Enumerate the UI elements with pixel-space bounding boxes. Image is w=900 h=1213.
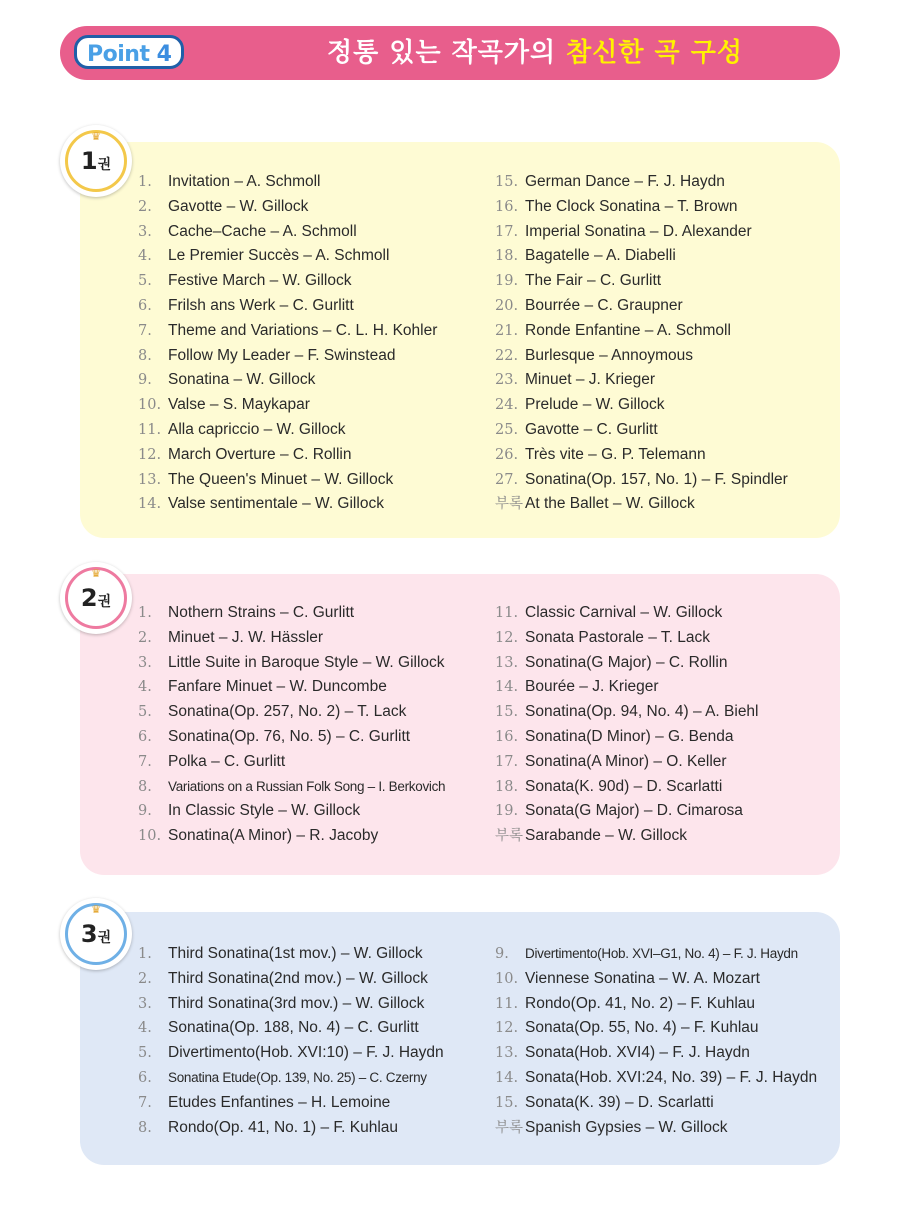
list-item — [138, 244, 437, 269]
item-number: 20. — [495, 297, 519, 314]
item-title: Third Sonatina(1st mov.) – W. Gillock — [168, 945, 423, 962]
list-item — [495, 967, 817, 992]
list-item — [138, 750, 445, 775]
item-title: Follow My Leader – F. Swinstead — [168, 346, 396, 364]
list-item — [495, 1091, 817, 1116]
point-badge — [74, 35, 184, 69]
list-item — [495, 195, 788, 220]
item-title: Valse – S. Maykapar — [168, 396, 310, 414]
item-number: 13. — [495, 654, 519, 671]
item-title: Classic Carnival – W. Gillock — [525, 604, 723, 621]
volume-1-label: 1권 — [80, 147, 112, 175]
item-title: Prelude – W. Gillock — [525, 396, 665, 414]
item-title: Très vite – G. P. Telemann — [525, 445, 706, 463]
item-title: Sonatina(Op. 157, No. 1) – F. Spindler — [525, 470, 788, 488]
item-number: 17. — [495, 223, 519, 240]
list-item — [495, 294, 788, 319]
item-number: 부록 — [495, 828, 524, 845]
item-title: Sarabande – W. Gillock — [525, 827, 687, 845]
volume-1-list-left — [138, 170, 437, 517]
item-number: 16. — [495, 198, 519, 215]
list-item — [495, 992, 817, 1017]
volume-2-label: 2권 — [80, 584, 112, 612]
title-main: 정통 있는 작곡가의 — [327, 38, 567, 68]
item-title: Etudes Enfantines – H. Lemoine — [168, 1093, 391, 1111]
list-item — [495, 170, 788, 195]
item-number: 3. — [138, 223, 152, 240]
item-title: Burlesque – Annoymous — [525, 346, 694, 364]
item-number: 8. — [138, 347, 152, 364]
item-number: 6. — [138, 1069, 152, 1086]
item-number: 16. — [495, 728, 519, 745]
item-title: Sonata(K. 90d) – D. Scarlatti — [525, 777, 723, 795]
list-item — [138, 418, 437, 443]
item-title: Sonatina – W. Gillock — [168, 371, 316, 389]
list-item — [138, 344, 437, 369]
item-number: 7. — [138, 322, 152, 339]
item-title: Rondo(Op. 41, No. 2) – F. Kuhlau — [525, 994, 756, 1012]
list-item — [495, 675, 759, 700]
list-item — [495, 393, 788, 418]
list-item — [495, 651, 759, 676]
item-number: 17. — [495, 753, 519, 770]
list-item — [495, 1066, 817, 1091]
item-title: Bourée – J. Krieger — [525, 678, 659, 696]
item-number: 12. — [495, 629, 519, 646]
list-item — [138, 799, 445, 824]
list-item — [138, 443, 437, 468]
item-title: Sonata(Hob. XVI:24, No. 39) – F. J. Haydn — [525, 1068, 818, 1086]
list-item — [495, 824, 759, 849]
item-number: 7. — [138, 753, 152, 770]
item-number: 3. — [138, 995, 152, 1012]
item-title: Fanfare Minuet – W. Duncombe — [168, 678, 387, 696]
item-number: 2. — [138, 970, 152, 987]
list-item — [495, 269, 788, 294]
list-item — [138, 992, 444, 1017]
list-item — [495, 220, 788, 245]
item-title: Sonata(K. 39) – D. Scarlatti — [525, 1093, 714, 1111]
item-title: Rondo(Op. 41, No. 1) – F. Kuhlau — [168, 1118, 399, 1136]
item-title: Ronde Enfantine – A. Schmoll — [525, 321, 731, 339]
list-item — [138, 468, 437, 493]
list-item — [138, 269, 437, 294]
crown-icon: ♛ — [91, 903, 101, 916]
item-title: Bourrée – C. Graupner — [525, 296, 683, 314]
item-number: 2. — [138, 629, 152, 646]
item-number: 10. — [495, 970, 519, 987]
volume-2-list-left — [138, 601, 445, 849]
item-title: Minuet – J. W. Hässler — [168, 628, 324, 646]
item-title: Sonatina(Op. 76, No. 5) – C. Gurlitt — [168, 727, 411, 745]
crown-icon: ♛ — [91, 567, 101, 580]
list-item — [138, 824, 445, 849]
list-item — [138, 1066, 444, 1091]
item-number: 12. — [495, 1020, 519, 1037]
item-title: Divertimento(Hob. XVI:10) – F. J. Haydn — [168, 1044, 444, 1062]
item-number: 13. — [138, 471, 162, 488]
volume-3-badge — [60, 898, 132, 970]
item-title: Viennese Sonatina – W. A. Mozart — [525, 969, 760, 987]
item-number: 1. — [138, 946, 152, 962]
list-item — [138, 195, 437, 220]
item-title: The Clock Sonatina – T. Brown — [525, 197, 738, 215]
item-number: 18. — [495, 248, 519, 265]
list-item — [138, 967, 444, 992]
item-number: 15. — [495, 1094, 519, 1111]
item-title: Invitation – A. Schmoll — [168, 173, 321, 190]
list-item — [138, 319, 437, 344]
item-title: Theme and Variations – C. L. H. Kohler — [168, 321, 438, 339]
item-title: Gavotte – C. Gurlitt — [525, 420, 658, 438]
item-title: Minuet – J. Krieger — [525, 371, 656, 389]
list-item — [495, 319, 788, 344]
item-title: Sonata(Hob. XVI4) – F. J. Haydn — [525, 1044, 750, 1062]
volume-3-list-left — [138, 942, 444, 1140]
item-title: Alla capriccio – W. Gillock — [168, 420, 346, 438]
point-badge-word: Point — [87, 42, 150, 67]
item-number: 10. — [138, 828, 162, 845]
item-number: 12. — [138, 446, 162, 463]
volume-3-label: 3권 — [80, 920, 112, 948]
item-number: 25. — [495, 421, 519, 438]
title-highlight: 참신한 곡 구성 — [566, 38, 743, 68]
item-number: 19. — [495, 803, 519, 820]
list-item — [495, 418, 788, 443]
item-number: 26. — [495, 446, 519, 463]
item-title: Gavotte – W. Gillock — [168, 197, 309, 215]
item-number: 15. — [495, 174, 519, 190]
item-number: 18. — [495, 778, 519, 795]
list-item — [495, 775, 759, 800]
item-number: 19. — [495, 273, 519, 290]
item-number: 5. — [138, 273, 152, 290]
item-title: Sonatina(Op. 188, No. 4) – C. Gurlitt — [168, 1019, 419, 1037]
volume-2-list-right — [495, 601, 759, 849]
item-number: 9. — [138, 372, 152, 389]
list-item — [138, 294, 437, 319]
item-title: Cache–Cache – A. Schmoll — [168, 222, 357, 240]
list-item — [495, 799, 759, 824]
list-item — [138, 651, 445, 676]
list-item — [138, 942, 444, 967]
item-title: Imperial Sonatina – D. Alexander — [525, 222, 752, 240]
list-item — [495, 1041, 817, 1066]
item-number: 13. — [495, 1045, 519, 1062]
list-item — [138, 1116, 444, 1141]
list-item — [495, 1016, 817, 1041]
item-number: 10. — [138, 397, 162, 414]
item-number: 9. — [495, 946, 509, 962]
item-title: Polka – C. Gurlitt — [168, 752, 286, 770]
item-number: 4. — [138, 248, 152, 265]
list-item — [495, 725, 759, 750]
item-number: 3. — [138, 654, 152, 671]
item-number: 6. — [138, 297, 152, 314]
item-title: Variations on a Russian Folk Song – I. Berkovich — [168, 778, 446, 794]
list-item — [138, 700, 445, 725]
header-banner — [60, 26, 840, 80]
item-title: Sonatina(Op. 94, No. 4) – A. Biehl — [525, 703, 759, 721]
item-title: Sonatina(A Minor) – R. Jacoby — [168, 827, 379, 845]
list-item — [495, 244, 788, 269]
item-number: 14. — [495, 679, 519, 696]
list-item — [138, 725, 445, 750]
item-title: Sonatina(D Minor) – G. Benda — [525, 727, 734, 745]
item-number: 14. — [495, 1069, 519, 1086]
item-number: 5. — [138, 704, 152, 721]
item-title: Festive March – W. Gillock — [168, 272, 352, 290]
item-number: 24. — [495, 397, 519, 414]
item-number: 11. — [495, 995, 519, 1012]
item-title: March Overture – C. Rollin — [168, 445, 352, 463]
item-number: 1. — [138, 174, 152, 190]
item-title: The Fair – C. Gurlitt — [525, 272, 662, 290]
item-number: 11. — [495, 605, 519, 621]
volume-1-list-right — [495, 170, 788, 517]
item-number: 9. — [138, 803, 152, 820]
crown-icon: ♛ — [91, 130, 101, 143]
item-title: Third Sonatina(3rd mov.) – W. Gillock — [168, 994, 425, 1012]
item-number: 4. — [138, 1020, 152, 1037]
item-title: Sonatina(G Major) – C. Rollin — [525, 653, 728, 671]
item-number: 6. — [138, 728, 152, 745]
item-title: Divertimento(Hob. XVI–G1, No. 4) – F. J. Haydn — [525, 946, 798, 961]
volume-2-badge — [60, 562, 132, 634]
list-item — [495, 468, 788, 493]
point-badge-number: 4 — [156, 42, 172, 67]
item-number: 11. — [138, 421, 162, 438]
item-title: Sonatina(A Minor) – O. Keller — [525, 752, 727, 770]
volume-3-list-right — [495, 942, 817, 1140]
list-item — [138, 393, 437, 418]
list-item — [495, 700, 759, 725]
item-title: Frilsh ans Werk – C. Gurlitt — [168, 296, 354, 314]
list-item — [495, 942, 817, 967]
item-number: 부록 — [495, 496, 524, 513]
item-number: 5. — [138, 1045, 152, 1062]
item-number: 부록 — [495, 1119, 524, 1136]
item-title: Little Suite in Baroque Style – W. Gillock — [168, 653, 445, 671]
list-item — [138, 601, 445, 626]
list-item — [495, 750, 759, 775]
item-number: 8. — [138, 778, 152, 795]
list-item — [138, 368, 437, 393]
item-number: 27. — [495, 471, 519, 488]
list-item — [138, 626, 445, 651]
item-number: 14. — [138, 496, 162, 513]
list-item — [138, 1041, 444, 1066]
list-item — [138, 1016, 444, 1041]
item-title: Sonatina Etude(Op. 139, No. 25) – C. Czerny — [168, 1069, 427, 1085]
item-title: Bagatelle – A. Diabelli — [525, 247, 676, 265]
list-item — [495, 601, 759, 626]
item-number: 8. — [138, 1119, 152, 1136]
list-item — [495, 492, 788, 517]
item-title: Sonata(Op. 55, No. 4) – F. Kuhlau — [525, 1019, 759, 1037]
item-number: 4. — [138, 679, 152, 696]
item-title: Valse sentimentale – W. Gillock — [168, 495, 384, 513]
item-title: Nothern Strains – C. Gurlitt — [168, 604, 355, 621]
item-title: Spanish Gypsies – W. Gillock — [525, 1118, 728, 1136]
page-title — [250, 26, 820, 80]
item-number: 22. — [495, 347, 519, 364]
list-item — [138, 220, 437, 245]
item-number: 1. — [138, 605, 152, 621]
item-number: 21. — [495, 322, 519, 339]
item-title: Sonata Pastorale – T. Lack — [525, 628, 710, 646]
item-title: Le Premier Succès – A. Schmoll — [168, 247, 390, 265]
item-title: The Queen's Minuet – W. Gillock — [168, 470, 394, 488]
list-item — [495, 626, 759, 651]
list-item — [495, 344, 788, 369]
volume-1-badge — [60, 125, 132, 197]
item-number: 7. — [138, 1094, 152, 1111]
item-title: German Dance – F. J. Haydn — [525, 173, 725, 190]
list-item — [138, 170, 437, 195]
list-item — [138, 1091, 444, 1116]
item-title: Sonata(G Major) – D. Cimarosa — [525, 802, 743, 820]
list-item — [138, 492, 437, 517]
list-item — [138, 775, 445, 800]
item-number: 23. — [495, 372, 519, 389]
item-title: Sonatina(Op. 257, No. 2) – T. Lack — [168, 703, 407, 721]
item-number: 15. — [495, 704, 519, 721]
item-title: Third Sonatina(2nd mov.) – W. Gillock — [168, 969, 428, 987]
list-item — [495, 443, 788, 468]
item-number: 2. — [138, 198, 152, 215]
item-title: In Classic Style – W. Gillock — [168, 802, 361, 820]
item-title: At the Ballet – W. Gillock — [525, 495, 695, 513]
list-item — [495, 368, 788, 393]
list-item — [495, 1116, 817, 1141]
list-item — [138, 675, 445, 700]
